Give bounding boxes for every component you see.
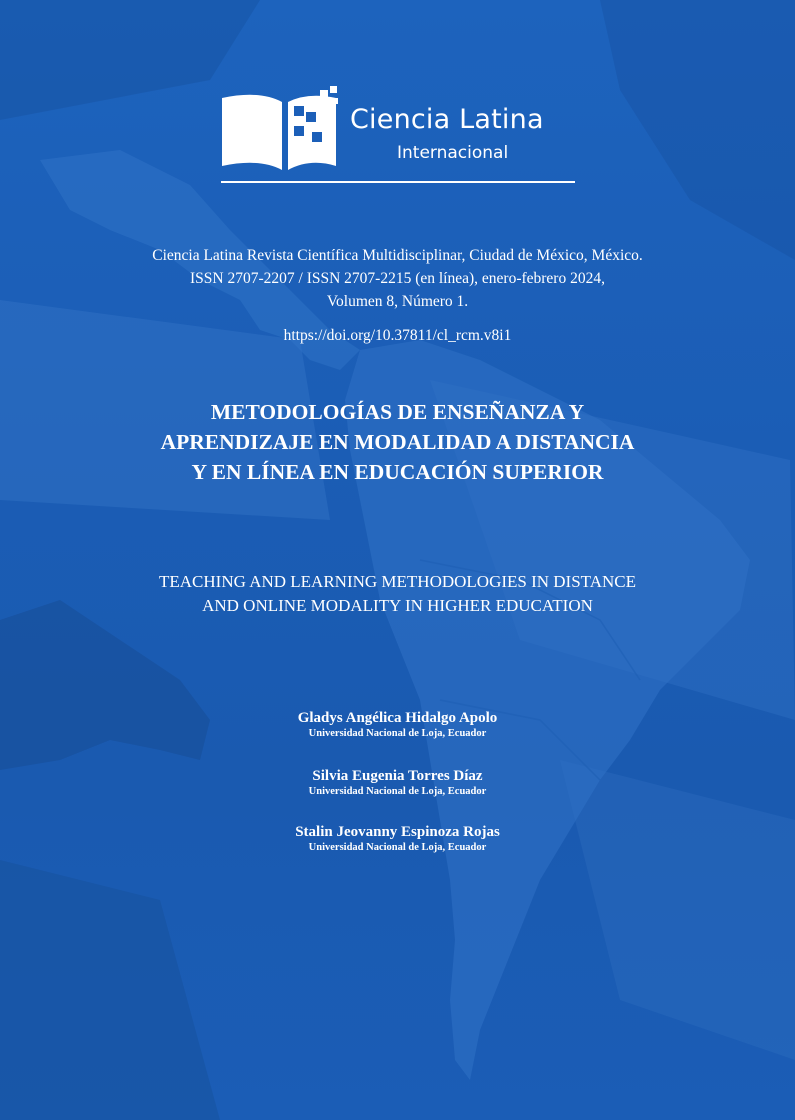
author-name: Gladys Angélica Hidalgo Apolo [297, 710, 498, 726]
article-title-spanish [60, 397, 735, 487]
article-title-english [60, 570, 735, 618]
doi-link[interactable]: https://doi.org/10.37811/cl_rcm.v8i1 [283, 327, 512, 344]
author-affiliation: Universidad Nacional de Loja, Ecuador [308, 728, 487, 739]
author-name: Silvia Eugenia Torres Díaz [312, 768, 483, 784]
journal-info-line: Ciencia Latina Revista Científica Multidisciplinar, Ciudad de México, México. [152, 247, 643, 264]
ciencia-latina-logo [220, 86, 580, 186]
author-block [200, 767, 595, 798]
journal-info [40, 244, 755, 313]
journal-info-line: ISSN 2707-2207 / ISSN 2707-2215 (en línea), enero-febrero 2024, [190, 270, 605, 287]
journal-info-line: Volumen 8, Número 1. [326, 293, 469, 310]
title-line: APRENDIZAJE EN MODALIDAD A DISTANCIA [160, 430, 635, 454]
title-line: Y EN LÍNEA EN EDUCACIÓN SUPERIOR [191, 460, 604, 484]
title-line: AND ONLINE MODALITY IN HIGHER EDUCATION [202, 596, 593, 615]
author-affiliation: Universidad Nacional de Loja, Ecuador [308, 842, 487, 853]
author-block [200, 823, 595, 854]
publisher-subtitle: Internacional [397, 143, 509, 163]
logo-divider [221, 181, 575, 183]
title-line: TEACHING AND LEARNING METHODOLOGIES IN DISTANCE [159, 572, 636, 591]
author-affiliation: Universidad Nacional de Loja, Ecuador [308, 786, 487, 797]
author-name: Stalin Jeovanny Espinoza Rojas [295, 824, 500, 840]
title-line: METODOLOGÍAS DE ENSEÑANZA Y [210, 400, 585, 424]
author-block [200, 709, 595, 740]
publisher-name: Ciencia Latina [350, 104, 544, 135]
